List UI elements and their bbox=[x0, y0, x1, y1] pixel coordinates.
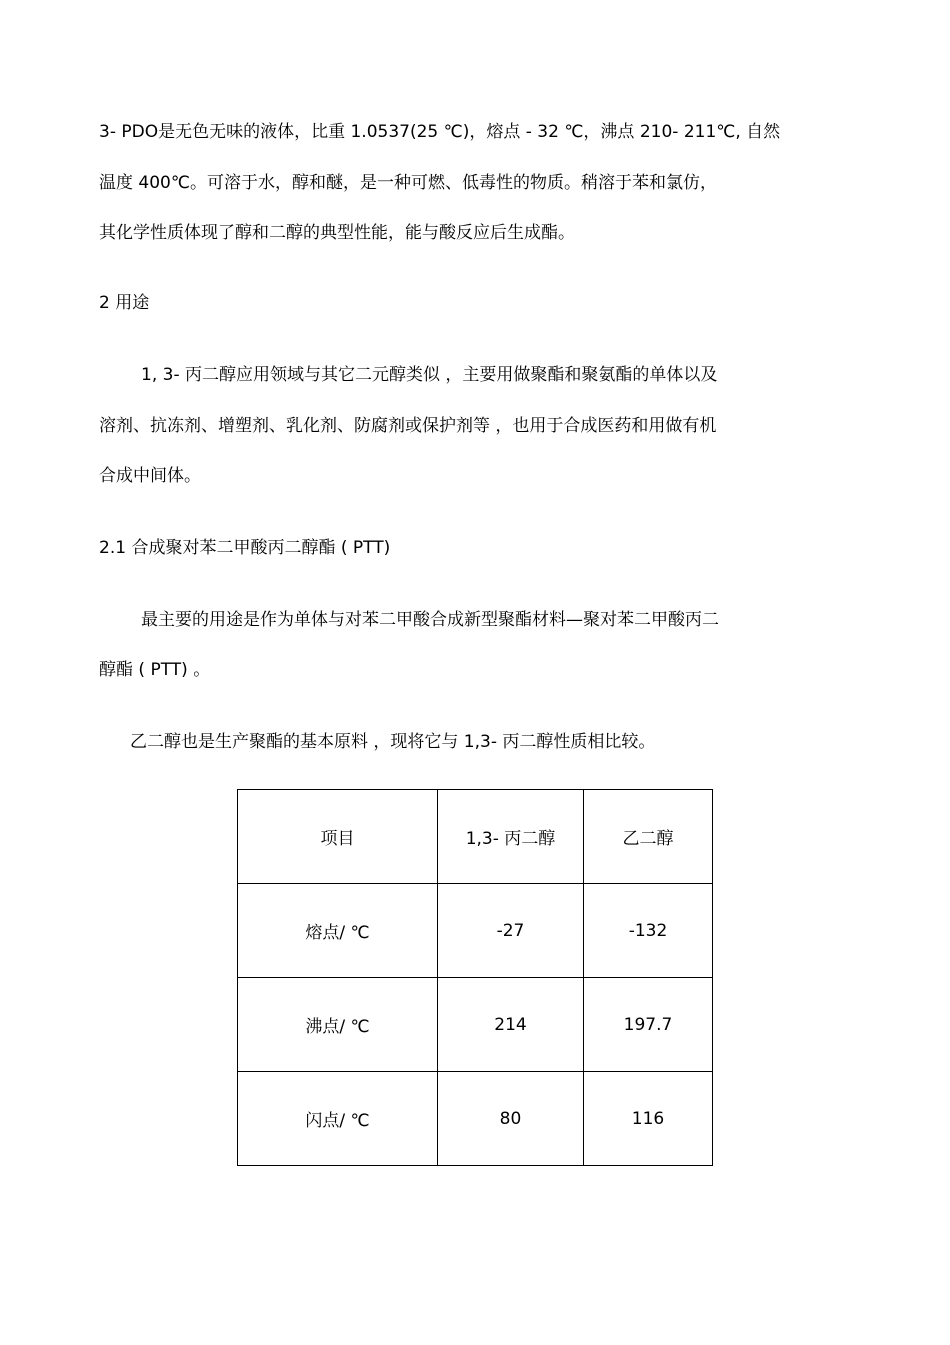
section-2-1-line-2: 醇酯 ( PTT) 。 bbox=[99, 660, 211, 680]
table-cell-value: 116 bbox=[584, 1072, 713, 1166]
paragraph-1-line-2: 温度 400℃。可溶于水，醇和醚，是一种可燃、低毒性的物质。稍溶于苯和氯仿， bbox=[99, 173, 717, 193]
table-header-item: 项目 bbox=[238, 790, 438, 884]
table-header-ethylene-glycol: 乙二醇 bbox=[584, 790, 713, 884]
section-2-line-1: 1, 3- 丙二醇应用领域与其它二元醇类似 ，主要用做聚酯和聚氨酯的单体以及 bbox=[141, 365, 718, 385]
table-cell-value: -132 bbox=[584, 884, 713, 978]
table-header-propanediol: 1,3- 丙二醇 bbox=[438, 790, 584, 884]
comparison-table bbox=[237, 789, 713, 1166]
table-cell-value: 197.7 bbox=[584, 978, 713, 1072]
paragraph-1-line-1: 3- PDO是无色无味的液体，比重 1.0537(25 ℃)，熔点 - 32 ℃，沸点 210- 211℃, 自然 bbox=[99, 122, 781, 142]
section-2-line-3: 合成中间体。 bbox=[99, 466, 201, 486]
section-2-line-2: 溶剂、抗冻剂、增塑剂、乳化剂、防腐剂或保护剂等 ，也用于合成医药和用做有机 bbox=[99, 416, 717, 436]
table-cell-property: 熔点/ ℃ bbox=[238, 884, 438, 978]
section-2-1-line-1: 最主要的用途是作为单体与对苯二甲酸合成新型聚酯材料—聚对苯二甲酸丙二 bbox=[141, 610, 719, 630]
table-cell-value: -27 bbox=[438, 884, 584, 978]
table-header-row bbox=[238, 790, 713, 884]
table-cell-property: 沸点/ ℃ bbox=[238, 978, 438, 1072]
table-cell-property: 闪点/ ℃ bbox=[238, 1072, 438, 1166]
table-row bbox=[238, 884, 713, 978]
table-cell-value: 80 bbox=[438, 1072, 584, 1166]
paragraph-1-line-3: 其化学性质体现了醇和二醇的典型性能，能与酸反应后生成酯。 bbox=[99, 223, 575, 243]
section-2-1-line-3: 乙二醇也是生产聚酯的基本原料 ，现将它与 1,3- 丙二醇性质相比较。 bbox=[130, 732, 656, 752]
section-2-heading: 2 用途 bbox=[99, 293, 150, 313]
section-2-1-heading: 2.1 合成聚对苯二甲酸丙二醇酯 ( PTT) bbox=[99, 538, 391, 558]
table-row bbox=[238, 978, 713, 1072]
table-row bbox=[238, 1072, 713, 1166]
table-cell-value: 214 bbox=[438, 978, 584, 1072]
